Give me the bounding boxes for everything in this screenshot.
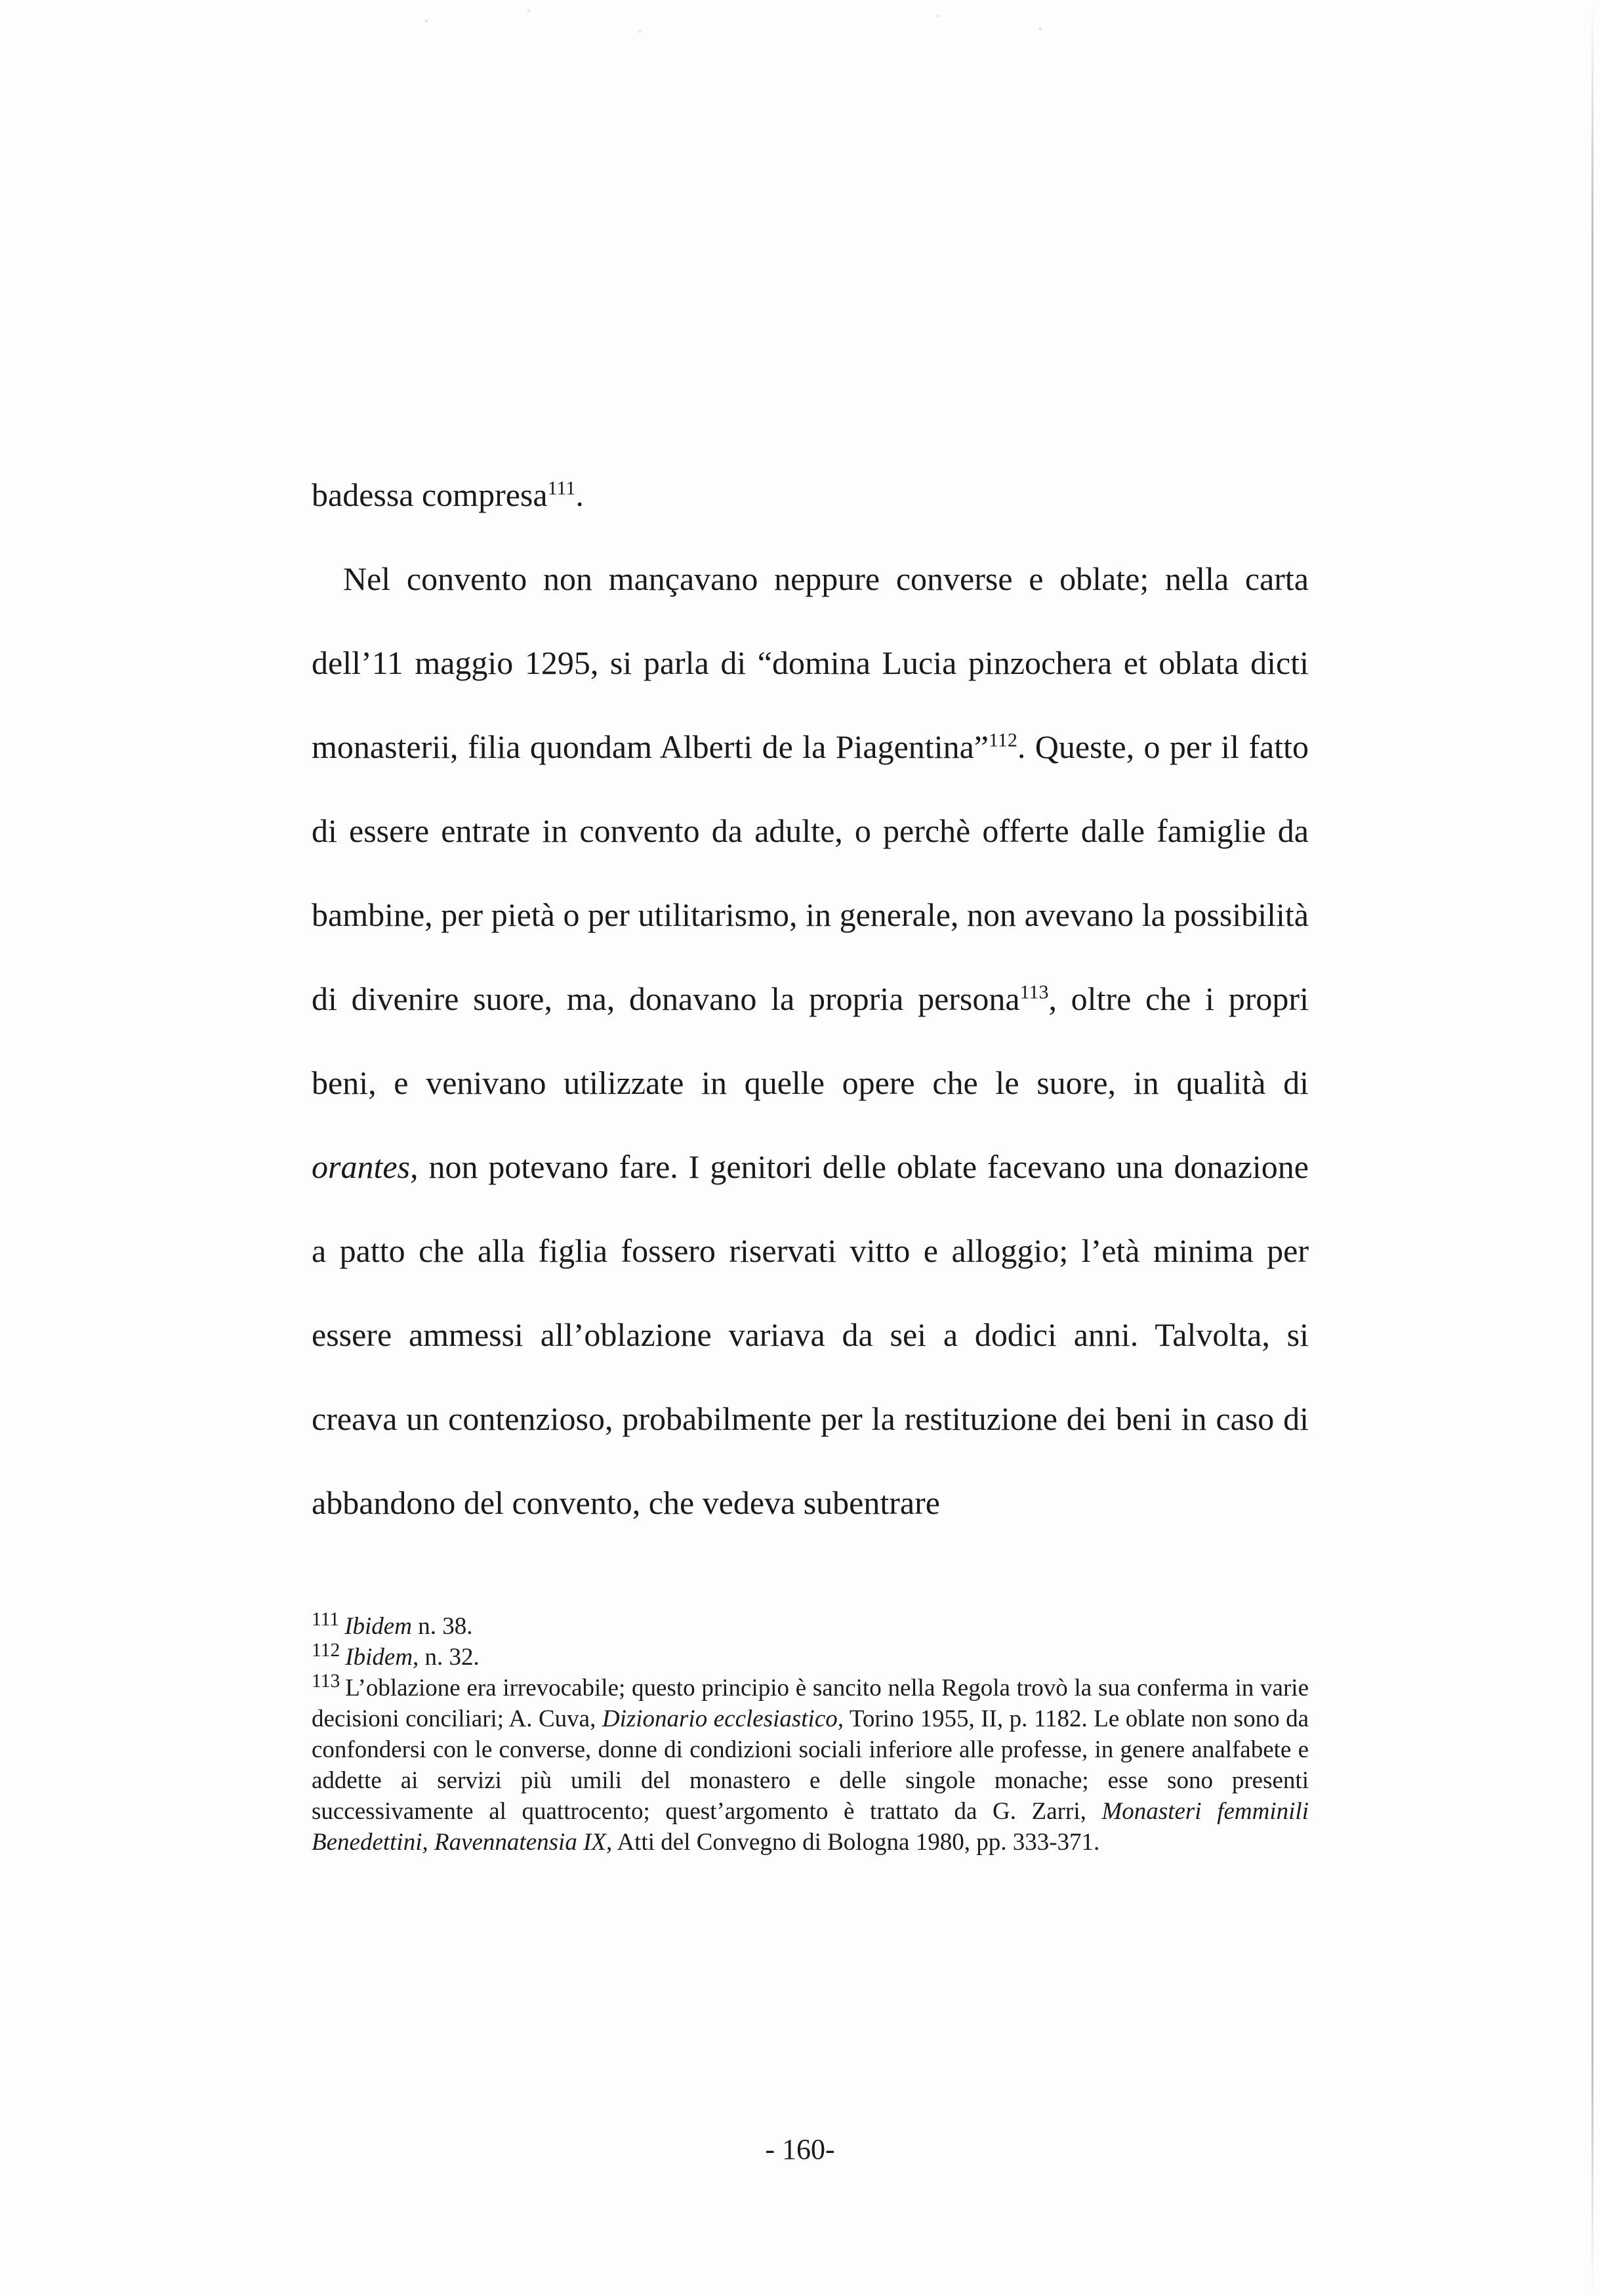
footnote-ref-111: 111 (547, 477, 576, 499)
paragraph-2 (312, 537, 1309, 1545)
page-number: - 160- (765, 2133, 835, 2165)
paragraph-1-end: . (575, 476, 584, 513)
footnote-text: L’oblazione era irrevocabile; questo principio è sancito nella Regola trovò la sua conferma in varie decisioni conciliari; A. Cuva, (312, 1675, 1309, 1732)
footnote-text: Atti del Convegno di Bologna 1980, pp. 333-371. (612, 1829, 1100, 1856)
footnote-number: 111 (312, 1608, 340, 1630)
footnote-112 (312, 1639, 1309, 1673)
italic-orantes: orantes, (312, 1148, 419, 1185)
footnote-text: Torino 1955, II, p. 1182. Le oblate non sono da confondersi con le converse, donne di condizioni sociali inferiore alle professe, in genere analfabete e addette ai servizi più umili del monastero e delle singole monache; esse sono presenti successivamente al quattrocento; quest’argomento è trattato da G. Zarri, (312, 1705, 1309, 1825)
footnote-number: 112 (312, 1639, 340, 1661)
paragraph-1 (312, 453, 1309, 537)
footnote-italic: Ibidem, (345, 1644, 419, 1671)
footnote-ref-112: 112 (988, 729, 1017, 751)
footnote-ref-113: 113 (1019, 981, 1049, 1003)
paragraph-2-part-d: non potevano fare. I genitori delle oblate facevano una donazione a patto che alla figlia fossero riservati vitto e alloggio; l’età minima per essere ammessi all’oblazione variava da sei a dodici anni. Talvolta, si creava un contenzioso, probabilmente per la restituzione dei beni in caso di abbandono del convento, che vedeva subentrare (312, 1148, 1309, 1521)
footnote-italic: Dizionario ecclesiastico, (602, 1705, 844, 1732)
paragraph-2-part-a: Nel convento non mançavano neppure converse e oblate; nella carta dell’11 maggio 1295, si parla di “domina Lucia pinzochera et oblata dicti monasterii, filia quondam Alberti de la Piagentina” (312, 560, 1309, 765)
paragraph-2-part-b: . Queste, o per il fatto di essere entrate in convento da adulte, o perchè offerte dalle famiglie da bambine, per pietà o per utilitarismo, in generale, non avevano la possibilità di divenire suore, ma, donavano la propria persona (312, 728, 1309, 1017)
footnote-italic: Monasteri femminili Benedettini, Ravennatensia IX, (312, 1798, 1309, 1856)
footnote-italic: Ibidem (344, 1613, 412, 1640)
main-text (312, 453, 1309, 1545)
footnote-number: 113 (312, 1670, 340, 1692)
scan-artifact (341, 0, 1194, 52)
page-edge-shadow (1591, 0, 1593, 2296)
paragraph-2-part-c: , oltre che i propri beni, e venivano utilizzate in quelle opere che le suore, in qualità di (312, 980, 1309, 1101)
footnote-text: n. 38. (411, 1613, 473, 1640)
footnotes (312, 1608, 1309, 1858)
paragraph-1-text: badessa compresa (312, 476, 548, 513)
footnote-text: n. 32. (419, 1644, 480, 1671)
footnote-111 (312, 1608, 1309, 1642)
footnote-113 (312, 1670, 1309, 1858)
